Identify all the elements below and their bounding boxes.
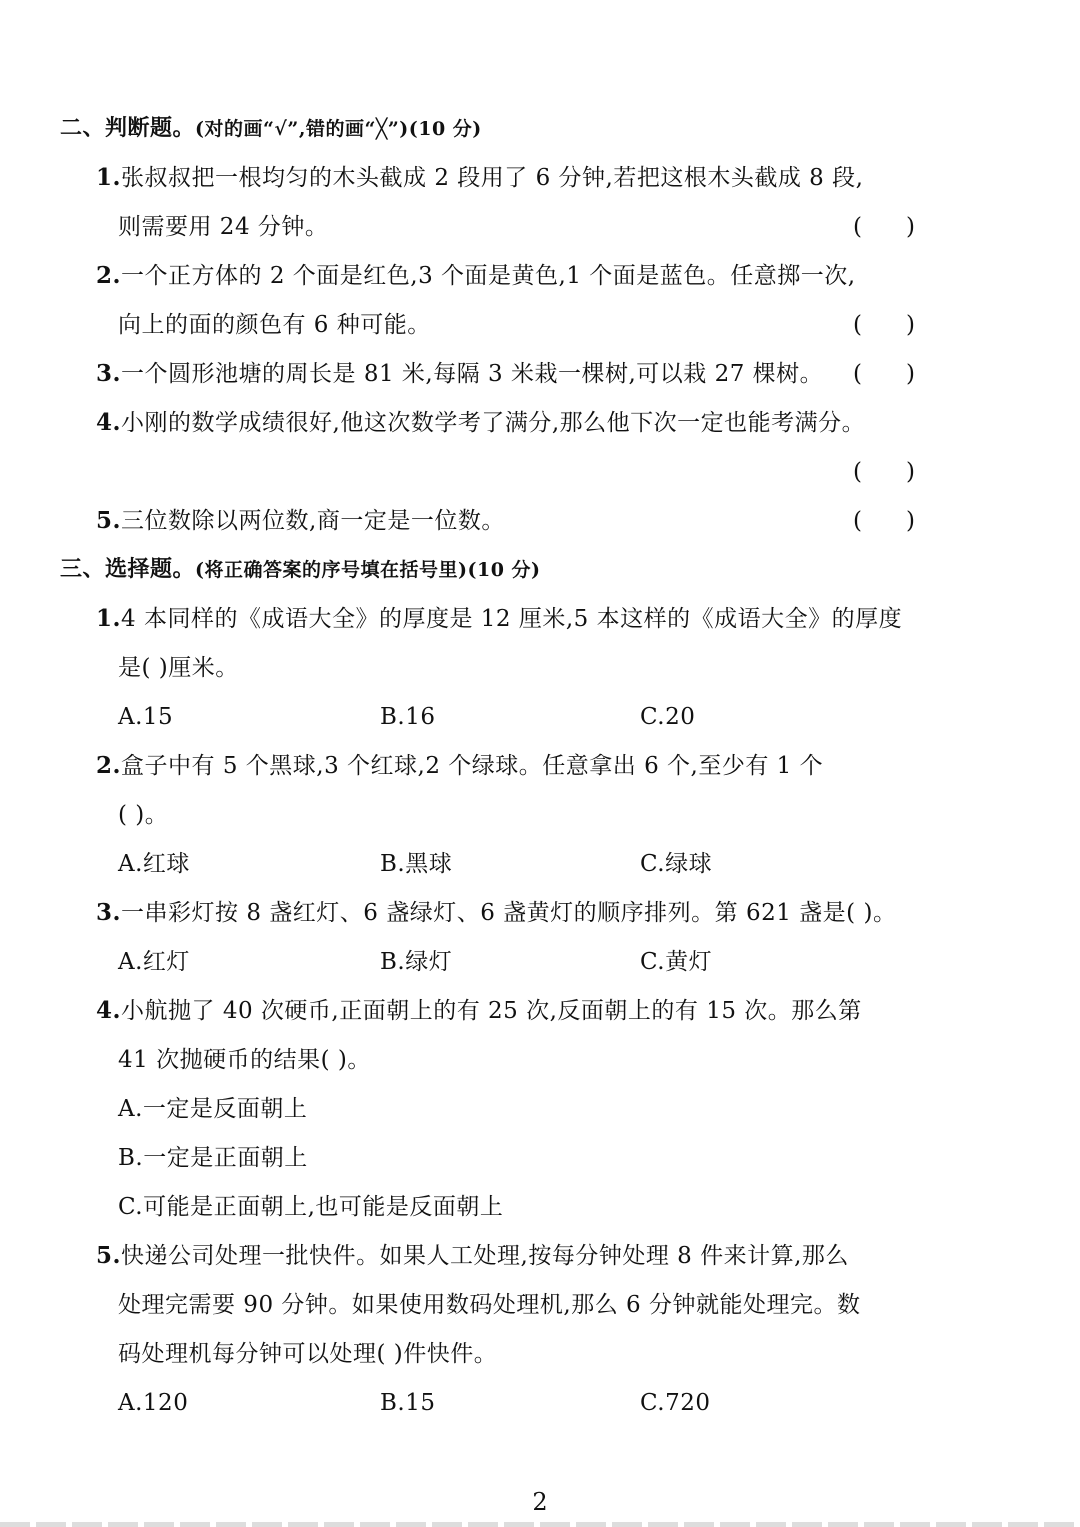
judge-q1-line2: 则需要用 24 分钟。 xyxy=(118,214,329,240)
choice-q3-option-a[interactable]: A.红灯 xyxy=(118,949,190,975)
judge-q3-line1: 3.一个圆形池塘的周长是 81 米,每隔 3 米栽一棵树,可以栽 27 棵树。 xyxy=(96,360,824,387)
question-number: 1. xyxy=(96,605,122,632)
choice-q4-line2: 41 次抛硬币的结果( )。 xyxy=(118,1047,371,1073)
section-2-note: (对的画“√”,错的画“╳”)(10 分) xyxy=(195,118,482,140)
answer-paren[interactable]: ( ) xyxy=(853,214,915,240)
question-number: 2. xyxy=(96,262,122,289)
choice-q5-line2: 处理完需要 90 分钟。如果使用数码处理机,那么 6 分钟就能处理完。数 xyxy=(118,1292,861,1318)
choice-q5-line1: 5.快递公司处理一批快件。如果人工处理,按每分钟处理 8 件来计算,那么 xyxy=(96,1242,849,1269)
judge-q1-line1: 1.张叔叔把一根均匀的木头截成 2 段用了 6 分钟,若把这根木头截成 8 段, xyxy=(96,164,864,191)
answer-paren[interactable]: ( ) xyxy=(853,361,915,387)
choice-q3-option-c[interactable]: C.黄灯 xyxy=(640,949,713,975)
answer-paren[interactable]: ( ) xyxy=(853,312,915,338)
section-3-heading xyxy=(60,555,541,585)
choice-q5-option-c[interactable]: C.720 xyxy=(640,1390,711,1416)
question-number: 5. xyxy=(96,1242,122,1269)
choice-q5-option-a[interactable]: A.120 xyxy=(118,1390,189,1416)
page-bottom-edge xyxy=(0,1522,1080,1527)
judge-q4-line1: 4.小刚的数学成绩很好,他这次数学考了满分,那么他下次一定也能考满分。 xyxy=(96,409,866,436)
question-number: 3. xyxy=(96,899,122,926)
choice-q3-line1: 3.一串彩灯按 8 盏红灯、6 盏绿灯、6 盏黄灯的顺序排列。第 621 盏是( )。 xyxy=(96,899,897,926)
choice-q5-line3: 码处理机每分钟可以处理( )件快件。 xyxy=(118,1341,498,1367)
question-number: 1. xyxy=(96,164,122,191)
choice-q4-line1: 4.小航抛了 40 次硬币,正面朝上的有 25 次,反面朝上的有 15 次。那么第 xyxy=(96,997,862,1024)
choice-q4-option-b[interactable]: B.一定是正面朝上 xyxy=(118,1145,308,1171)
choice-q5-option-b[interactable]: B.15 xyxy=(380,1390,436,1416)
section-3-title: 三、选择题。 xyxy=(60,557,196,582)
choice-q3-option-b[interactable]: B.绿灯 xyxy=(380,949,453,975)
section-2-title: 二、判断题。 xyxy=(60,116,196,141)
judge-q2-line1: 2.一个正方体的 2 个面是红色,3 个面是黄色,1 个面是蓝色。任意掷一次, xyxy=(96,262,856,289)
choice-q1-option-b[interactable]: B.16 xyxy=(380,704,436,730)
page-number: 2 xyxy=(532,1488,548,1516)
answer-paren[interactable]: ( ) xyxy=(853,508,915,534)
choice-q4-option-a[interactable]: A.一定是反面朝上 xyxy=(118,1096,308,1122)
question-number: 4. xyxy=(96,997,122,1024)
question-number: 3. xyxy=(96,360,122,387)
choice-q1-option-a[interactable]: A.15 xyxy=(118,704,174,730)
question-number: 5. xyxy=(96,507,122,534)
choice-q1-option-c[interactable]: C.20 xyxy=(640,704,696,730)
choice-q2-option-b[interactable]: B.黑球 xyxy=(380,851,453,877)
question-number: 2. xyxy=(96,752,122,779)
choice-q2-option-c[interactable]: C.绿球 xyxy=(640,851,713,877)
answer-paren[interactable]: ( ) xyxy=(853,459,915,485)
judge-q5-line1: 5.三位数除以两位数,商一定是一位数。 xyxy=(96,507,505,534)
judge-q2-line2: 向上的面的颜色有 6 种可能。 xyxy=(118,312,431,338)
choice-q1-line1: 1.4 本同样的《成语大全》的厚度是 12 厘米,5 本这样的《成语大全》的厚度 xyxy=(96,605,903,632)
choice-q4-option-c[interactable]: C.可能是正面朝上,也可能是反面朝上 xyxy=(118,1194,504,1220)
choice-q2-line2: ( )。 xyxy=(118,802,169,828)
section-3-note: (将正确答案的序号填在括号里)(10 分) xyxy=(195,559,541,581)
question-number: 4. xyxy=(96,409,122,436)
choice-q2-line1: 2.盒子中有 5 个黑球,3 个红球,2 个绿球。任意拿出 6 个,至少有 1 个 xyxy=(96,752,824,779)
section-2-heading xyxy=(60,114,482,144)
choice-q2-option-a[interactable]: A.红球 xyxy=(118,851,190,877)
choice-q1-line2: 是( )厘米。 xyxy=(118,655,239,681)
